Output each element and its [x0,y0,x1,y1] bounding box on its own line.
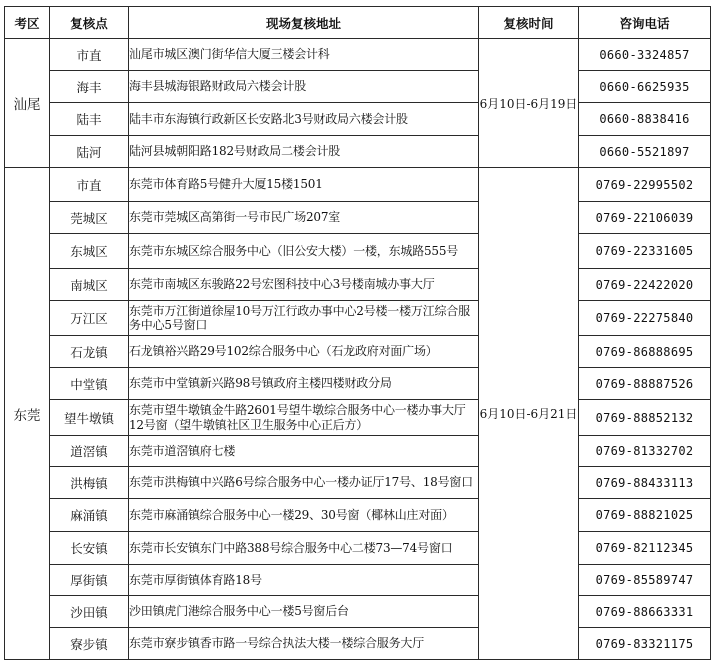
phone-cell: 0769-83321175 [579,628,711,660]
point-cell: 陆丰 [50,103,129,136]
phone-cell: 0660-5521897 [579,136,711,168]
region-cell-dongguan: 东莞 [5,168,50,660]
address-cell: 陆河县城朝阳路182号财政局二楼会计股 [129,136,479,168]
point-cell: 南城区 [50,269,129,301]
address-cell: 东莞市望牛墩镇金牛路2601号望牛墩综合服务中心一楼办事大厅12号窗（望牛墩镇社区卫生服务中心正后方） [129,400,479,436]
table-row [5,336,711,368]
point-cell: 东城区 [50,234,129,269]
region-cell-shanwei: 汕尾 [5,39,50,168]
table-row [5,168,711,202]
address-cell: 海丰县城海银路财政局六楼会计股 [129,71,479,103]
phone-cell: 0769-88821025 [579,499,711,532]
point-cell: 洪梅镇 [50,467,129,499]
point-cell: 石龙镇 [50,336,129,368]
table-row [5,499,711,532]
phone-cell: 0769-86888695 [579,336,711,368]
address-cell: 汕尾市城区澳门街华信大厦三楼会计科 [129,39,479,71]
table-row [5,532,711,565]
address-cell: 东莞市东城区综合服务中心（旧公安大楼）一楼，东城路555号 [129,234,479,269]
address-cell: 东莞市中堂镇新兴路98号镇政府主楼四楼财政分局 [129,368,479,400]
table-row [5,136,711,168]
point-cell: 莞城区 [50,202,129,234]
table-row [5,202,711,234]
phone-cell: 0769-22422020 [579,269,711,301]
table-row [5,596,711,628]
phone-cell: 0769-82112345 [579,532,711,565]
phone-cell: 0660-3324857 [579,39,711,71]
address-cell: 东莞市长安镇东门中路388号综合服务中心二楼73—74号窗口 [129,532,479,565]
phone-cell: 0769-22331605 [579,234,711,269]
review-schedule-table [4,6,711,660]
point-cell: 长安镇 [50,532,129,565]
phone-cell: 0769-81332702 [579,436,711,467]
table-row [5,368,711,400]
header-time: 复核时间 [479,7,579,39]
address-cell: 东莞市体育路5号健升大厦15楼1501 [129,168,479,202]
address-cell: 东莞市万江街道徐屋10号万江行政办事中心2号楼一楼万江综合服务中心5号窗口 [129,301,479,336]
address-cell: 沙田镇虎门港综合服务中心一楼5号窗后台 [129,596,479,628]
point-cell: 中堂镇 [50,368,129,400]
table-row [5,467,711,499]
point-cell: 厚街镇 [50,565,129,596]
phone-cell: 0660-8838416 [579,103,711,136]
header-address: 现场复核地址 [129,7,479,39]
table-row [5,39,711,71]
table-row [5,71,711,103]
point-cell: 沙田镇 [50,596,129,628]
table-row [5,103,711,136]
header-phone: 咨询电话 [579,7,711,39]
point-cell: 市直 [50,39,129,71]
table-row [5,436,711,467]
point-cell: 寮步镇 [50,628,129,660]
phone-cell: 0769-22275840 [579,301,711,336]
table-row [5,628,711,660]
address-cell: 东莞市麻涌镇综合服务中心一楼29、30号窗（椰林山庄对面） [129,499,479,532]
address-cell: 东莞市南城区东骏路22号宏图科技中心3号楼南城办事大厅 [129,269,479,301]
point-cell: 陆河 [50,136,129,168]
point-cell: 望牛墩镇 [50,400,129,436]
header-point: 复核点 [50,7,129,39]
time-cell-dongguan: 6月10日-6月21日 [479,168,579,660]
table-row [5,565,711,596]
address-cell: 陆丰市东海镇行政新区长安路北3号财政局六楼会计股 [129,103,479,136]
phone-cell: 0769-85589747 [579,565,711,596]
point-cell: 市直 [50,168,129,202]
phone-cell: 0769-88887526 [579,368,711,400]
phone-cell: 0769-22106039 [579,202,711,234]
point-cell: 海丰 [50,71,129,103]
phone-cell: 0769-22995502 [579,168,711,202]
phone-cell: 0769-88433113 [579,467,711,499]
address-cell: 东莞市道滘镇府七楼 [129,436,479,467]
point-cell: 道滘镇 [50,436,129,467]
address-cell: 东莞市莞城区高第街一号市民广场207室 [129,202,479,234]
phone-cell: 0769-88663331 [579,596,711,628]
time-cell-shanwei: 6月10日-6月19日 [479,39,579,168]
table-row [5,301,711,336]
table-row [5,234,711,269]
address-cell: 东莞市洪梅镇中兴路6号综合服务中心一楼办证厅17号、18号窗口 [129,467,479,499]
header-region: 考区 [5,7,50,39]
address-cell: 东莞市寮步镇香市路一号综合执法大楼一楼综合服务大厅 [129,628,479,660]
header-row [5,7,711,39]
address-cell: 东莞市厚街镇体育路18号 [129,565,479,596]
phone-cell: 0769-88852132 [579,400,711,436]
point-cell: 万江区 [50,301,129,336]
address-cell: 石龙镇裕兴路29号102综合服务中心（石龙政府对面广场） [129,336,479,368]
phone-cell: 0660-6625935 [579,71,711,103]
point-cell: 麻涌镇 [50,499,129,532]
table-row [5,269,711,301]
table-row [5,400,711,436]
